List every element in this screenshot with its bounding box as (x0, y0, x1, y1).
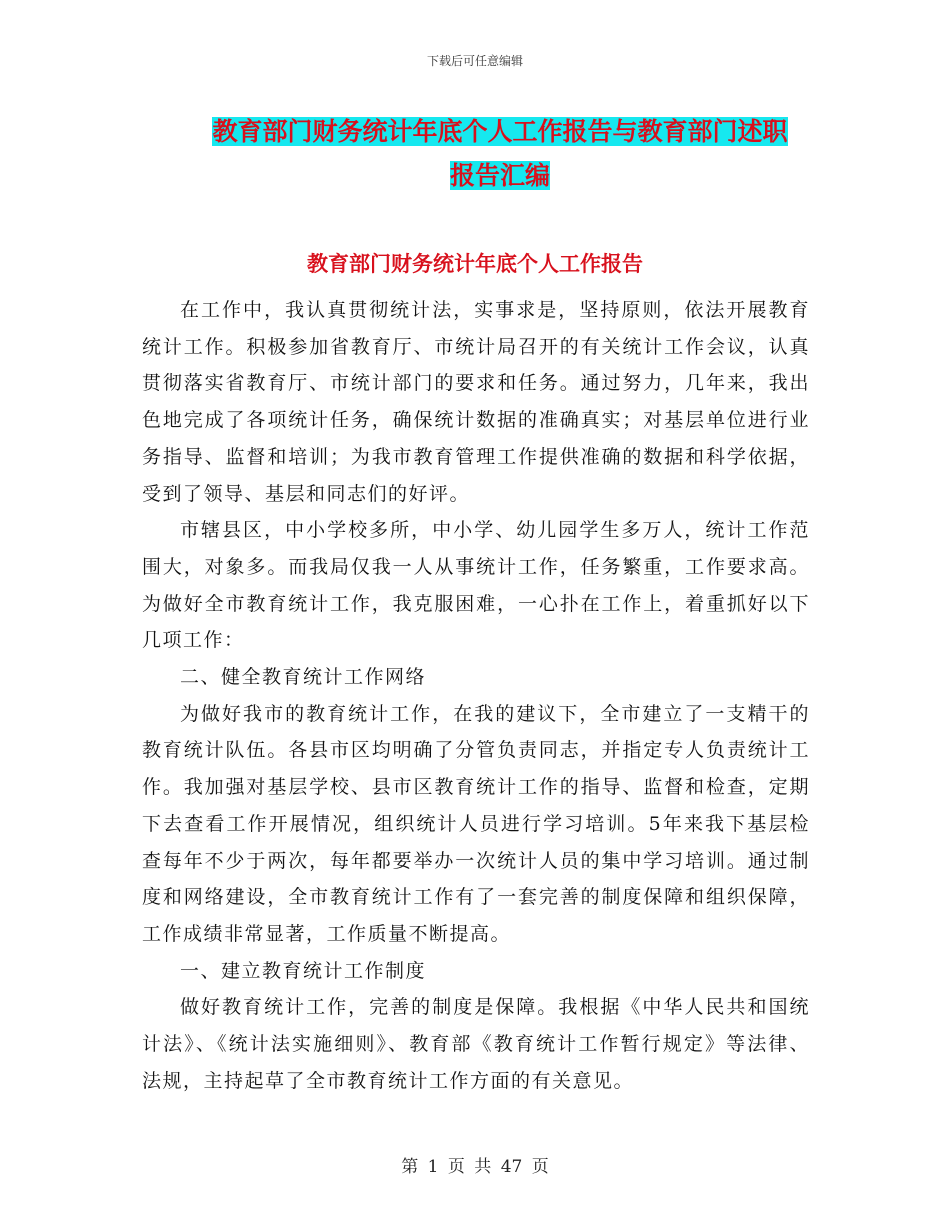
document-title-line2: 报告汇编 (449, 161, 550, 190)
document-title (150, 110, 850, 198)
document-body (142, 292, 810, 1099)
subheading: 二、健全教育统计工作网络 (180, 666, 427, 689)
page-number-footer: 第 1 页 共 47 页 (401, 1157, 549, 1177)
paragraph: 市辖县区，中小学校多所，中小学、幼儿园学生多万人，统计工作范围大，对象多。而我局仅我一人从事统计工作，任务繁重，工作要求高。为做好全市教育统计工作，我克服困难，一心扑在工作上，着重抓好以下几项工作： (142, 519, 810, 652)
document-title-line1: 教育部门财务统计年底个人工作报告与教育部门述职 (212, 117, 788, 146)
section-title: 教育部门财务统计年底个人工作报告 (307, 252, 643, 276)
paragraph: 在工作中，我认真贯彻统计法，实事求是，坚持原则，依法开展教育统计工作。积极参加省教育厅、市统计局召开的有关统计工作会议，认真贯彻落实省教育厅、市统计部门的要求和任务。通过努力，几年来，我出色地完成了各项统计任务，确保统计数据的准确真实；对基层单位进行业务指导、监督和培训；为我市教育管理工作提供准确的数据和科学依据，受到了领导、基层和同志们的好评。 (142, 299, 810, 505)
page-header-note: 下载后可任意编辑 (426, 54, 523, 68)
paragraph: 做好教育统计工作，完善的制度是保障。我根据《中华人民共和国统计法》、《统计法实施细则》、教育部《教育统计工作暂行规定》等法律、法规，主持起草了全市教育统计工作方面的有关意见。 (142, 996, 810, 1092)
paragraph: 为做好我市的教育统计工作，在我的建议下，全市建立了一支精干的教育统计队伍。各县市区均明确了分管负责同志，并指定专人负责统计工作。我加强对基层学校、县市区教育统计工作的指导、监督和检查，定期下去查看工作开展情况，组织统计人员进行学习培训。5年来我下基层检查每年不少于两次，每年都要举办一次统计人员的集中学习培训。通过制度和网络建设，全市教育统计工作有了一套完善的制度保障和组织保障，工作成绩非常显著，工作质量不断提高。 (142, 702, 810, 945)
subheading: 一、建立教育统计工作制度 (180, 959, 427, 982)
